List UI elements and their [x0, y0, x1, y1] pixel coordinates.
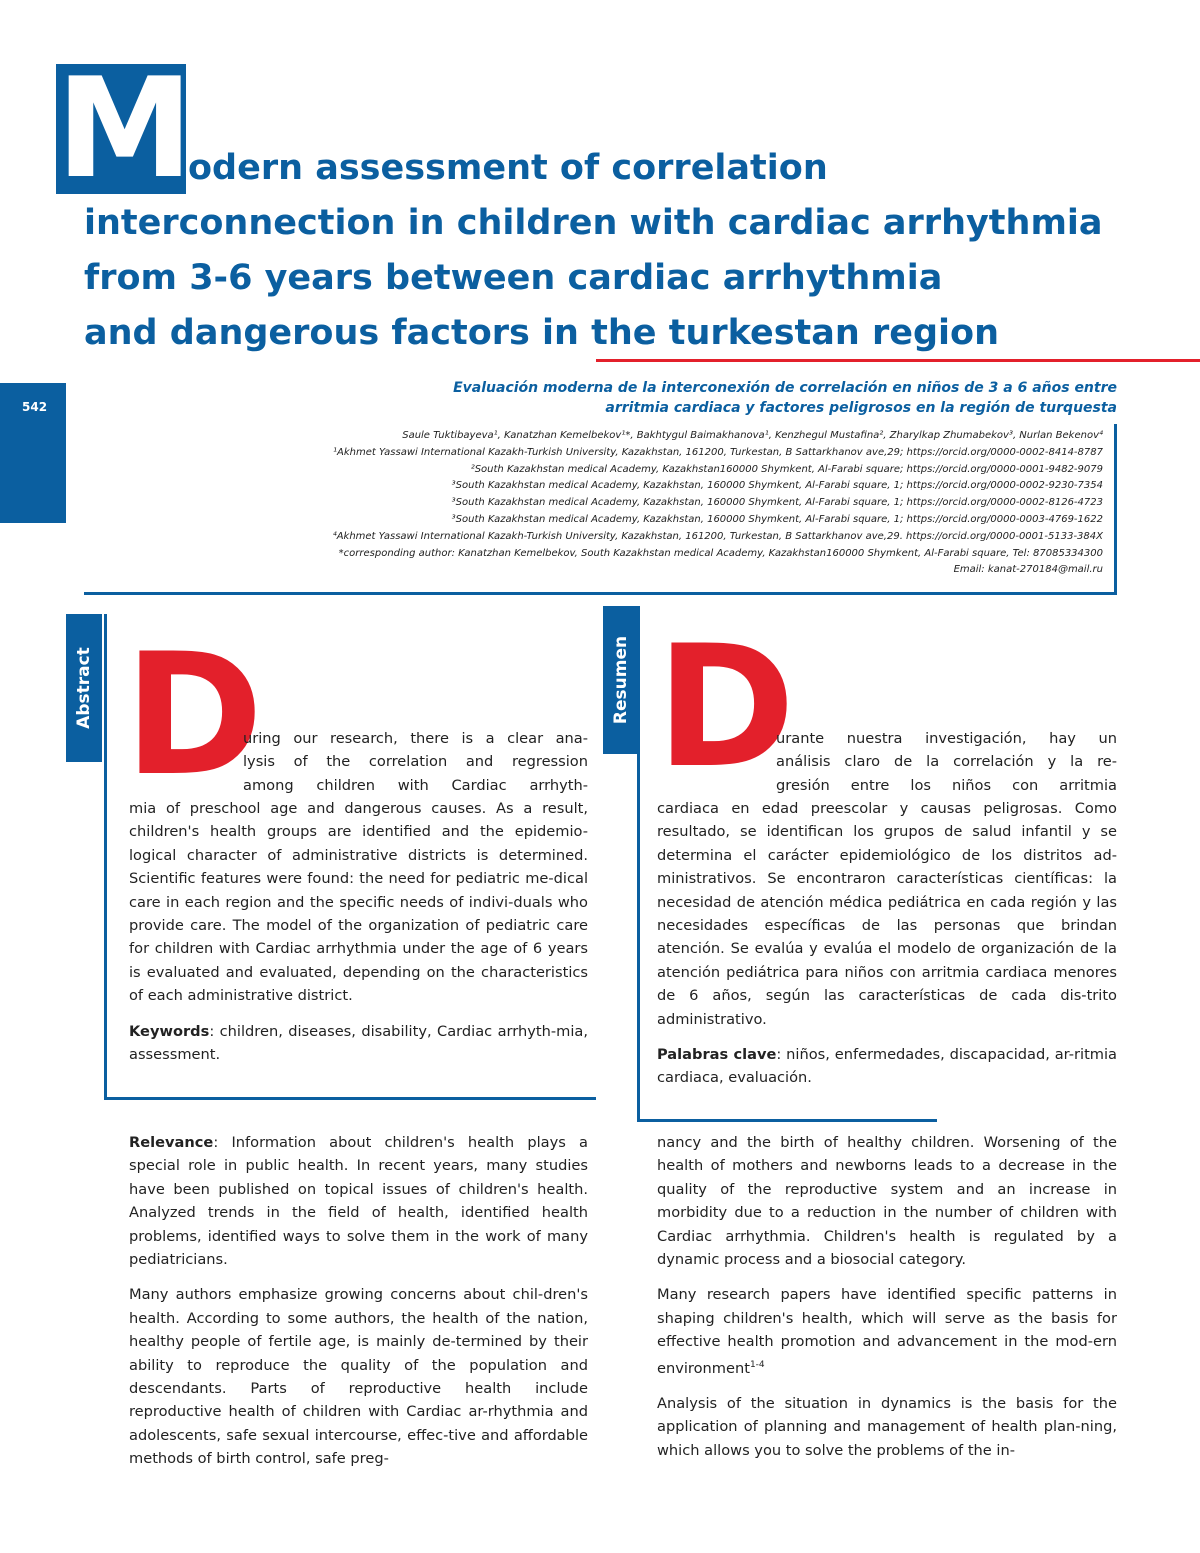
relevance-label: Relevance: [129, 1134, 214, 1151]
resumen-tab: [603, 606, 639, 754]
spanish-subtitle: [317, 378, 1117, 418]
body-paragraph: [657, 1283, 1117, 1379]
resumen-frame-left: [637, 606, 640, 1122]
author-affiliations: [103, 428, 1103, 579]
body-paragraph-text: Many research papers have identified specific patterns in shaping children's health, which will serve as the basis for effective health promotion and advancement in the mod-ern environment: [657, 1286, 1117, 1377]
body-column-left: [129, 1131, 588, 1483]
resumen-intro-line: gresión entre los niños con arritmia: [776, 776, 1117, 794]
page-number: 542: [22, 400, 48, 414]
palabras-clave-text: : niños, enfermedades, discapacidad, ar-ritmia cardiaca, evaluación.: [657, 1046, 1117, 1087]
abstract-drop-cap: D: [124, 617, 264, 813]
affiliation-line: ⁴Akhmet Yassawi International Kazakh-Turkish University, Kazakhstan, 161200, Turkestan, B Sattarkhanov ave,29. https://orcid.org/0000-0001-5133-384X: [332, 530, 1103, 542]
abstract-keywords: [129, 1020, 588, 1067]
abstract-frame-bottom: [104, 1097, 596, 1100]
abstract-intro-line: among children with Cardiac arrhyth-: [243, 776, 588, 794]
abstract-heading: Abstract: [74, 647, 94, 729]
corresponding-author: *corresponding author: Kanatzhan Kemelbekov, South Kazakhstan medical Academy, Kazakhstan160000 Shymkent, Al-Farabi square, Tel: 87085334300: [338, 547, 1103, 559]
resumen-heading: Resumen: [611, 635, 631, 725]
resumen-text: cardiaca en edad preescolar y causas peligrosas. Como resultado, se identifican los grupos de salud infantil y se determina el carácter epidemiológico de los distritos ad-ministrativos. Se encontraron características científicas: la necesidad de atención médica pediátrica en cada región y las necesidades específicas de las personas que brindan atención. Se evalúa y evalúa el modelo de organización de la atención pediátrica para niños con arritmia cardiaca menores de 6 años, según las características de cada dis-trito administrativo.: [657, 800, 1117, 1028]
resumen-keywords: [657, 1043, 1117, 1090]
abstract-intro-line: lysis of the correlation and regression: [243, 753, 588, 771]
title-drop-cap: M: [56, 48, 194, 209]
abstract-tab: [66, 614, 102, 762]
palabras-clave-label: Palabras clave: [657, 1046, 777, 1064]
body-paragraph: nancy and the birth of healthy children. Worsening of the health of mothers and newborns leads to a decrease in the quality of the reproductive system and an increase in morbidity due to a reduction in the number of children with Cardiac arrhythmia. Children's health is regulated by a dynamic process and a biosocial category.: [657, 1134, 1117, 1269]
keywords-text: : children, diseases, disability, Cardiac arrhyth-mia, assessment.: [129, 1022, 588, 1064]
subtitle-line-1: Evaluación moderna de la interconexión de correlación en niños de 3 a 6 años entre: [453, 380, 1117, 396]
resumen-body: [657, 797, 1117, 1102]
body-column-right: [657, 1131, 1117, 1474]
affiliation-line: ³South Kazakhstan medical Academy, Kazakhstan, 160000 Shymkent, Al-Farabi square, 1; https://orcid.org/0000-0002-8126-4723: [451, 497, 1103, 509]
author-list: Saule Tuktibayeva¹, Kanatzhan Kemelbekov¹*, Bakhtygul Baimakhanova¹, Kenzhegul Mustafina², Zharylkap Zhumabekov³, Nurlan Bekenov⁴: [402, 430, 1103, 441]
relevance-paragraph: [129, 1131, 588, 1271]
affiliation-line: ¹Akhmet Yassawi International Kazakh-Turkish University, Kazakhstan, 161200, Turkestan, B Sattarkhanov ave,29; https://orcid.org/0000-0002-8414-8787: [332, 446, 1103, 458]
title-rule: [596, 359, 1200, 362]
abstract-body: [129, 797, 588, 1078]
abstract-intro: [243, 727, 588, 797]
resumen-intro-line: análisis claro de la correlación y la re-: [776, 753, 1117, 771]
citation-superscript: 1-4: [749, 1359, 765, 1370]
affiliation-line: ³South Kazakhstan medical Academy, Kazakhstan, 160000 Shymkent, Al-Farabi square, 1; https://orcid.org/0000-0003-4769-1622: [451, 513, 1103, 525]
body-paragraph: Many authors emphasize growing concerns about chil-dren's health. According to some authors, the health of the nation, healthy people of fertile age, is mainly de-termined by their ability to reproduce the quality of the population and descendants. Parts of reproductive health include reproductive health of children with Cardiac ar-rhythmia and adolescents, safe sexual intercourse, effec-tive and affordable methods of birth control, safe preg-: [129, 1286, 588, 1468]
contact-email: Email: kanat-270184@mail.ru: [953, 564, 1103, 576]
title-line-1: odern assessment of correlation: [188, 148, 828, 188]
keywords-label: Keywords: [129, 1022, 210, 1040]
abstract-intro-line: uring our research, there is a clear ana-: [243, 730, 588, 747]
abstract-frame-left: [104, 614, 107, 1100]
resumen-frame-bottom: [637, 1119, 937, 1122]
relevance-text: : Information about children's health plays a special role in public health. In recent years, many studies have been published on topical issues of children's health. Analyzed trends in the field of health, identified health problems, identified ways to solve them in the work of many pediatricians.: [129, 1134, 588, 1269]
abstract-text: mia of preschool age and dangerous causes. As a result, children's health groups are identified and the epidemio-logical character of administrative districts is determined. Scientific features were found: the need for pediatric me-dical care in each region and the specific needs of indivi-duals who provide care. The model of the organization of pediatric care for children with Cardiac arrhythmia under the age of 6 years is evaluated and evaluated, depending on the characteristics of each administrative district.: [129, 800, 588, 1005]
subtitle-line-2: arritmia cardiaca y factores peligrosos en la región de turquesta: [605, 400, 1117, 416]
title-line-2: interconnection in children with cardiac arrhythmia: [84, 203, 1103, 243]
resumen-drop-cap: D: [656, 609, 796, 805]
title-line-3: from 3-6 years between cardiac arrhythmia: [84, 258, 943, 298]
page-number-tab: [0, 383, 66, 523]
resumen-intro: [776, 727, 1117, 797]
affiliation-line: ³South Kazakhstan medical Academy, Kazakhstan, 160000 Shymkent, Al-Farabi square, 1; https://orcid.org/0000-0002-9230-7354: [451, 480, 1103, 492]
title-line-4: and dangerous factors in the turkestan region: [84, 313, 999, 353]
affiliation-line: ²South Kazakhstan medical Academy, Kazakhstan160000 Shymkent, Al-Farabi square; https://orcid.org/0000-0001-9482-9079: [470, 463, 1103, 475]
body-paragraph: Analysis of the situation in dynamics is the basis for the application of planning and management of health plan-ning, which allows you to solve the problems of the in-: [657, 1394, 1117, 1459]
resumen-intro-line: urante nuestra investigación, hay un: [776, 730, 1117, 747]
